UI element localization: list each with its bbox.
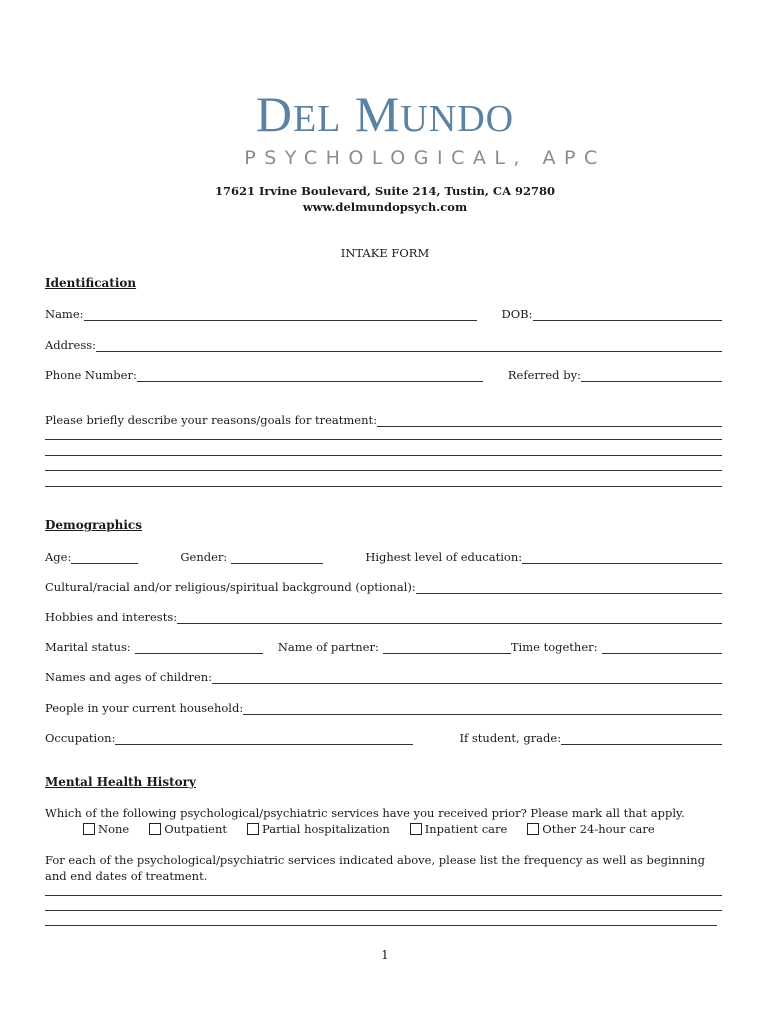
- logo-subtitle: PSYCHOLOGICAL, APC: [244, 147, 606, 169]
- children-row: [45, 668, 722, 684]
- reasons-line-2[interactable]: [45, 439, 722, 440]
- partner-field[interactable]: [383, 641, 511, 654]
- practice-website[interactable]: www.delmundopsych.com: [302, 200, 468, 214]
- checkbox-outpatient[interactable]: [149, 823, 161, 835]
- option-inpatient-care-label: Inpatient care: [424, 822, 508, 836]
- company-logo: [0, 88, 770, 169]
- services-checkbox-group: [83, 822, 675, 836]
- option-partial-hospitalization-label: Partial hospitalization: [262, 822, 390, 836]
- household-row: [45, 699, 722, 715]
- background-label: Cultural/racial and/or religious/spiritual background (optional):: [45, 580, 416, 594]
- marital-row: [45, 638, 722, 654]
- hobbies-label: Hobbies and interests:: [45, 610, 178, 624]
- option-none-label: None: [98, 822, 130, 836]
- name-dob-row: [45, 305, 722, 321]
- children-field[interactable]: [212, 671, 722, 684]
- occupation-label: Occupation:: [45, 731, 116, 745]
- children-label: Names and ages of children:: [45, 670, 213, 684]
- gender-field[interactable]: [231, 551, 323, 564]
- reasons-field[interactable]: [377, 414, 722, 427]
- option-inpatient-care[interactable]: [410, 822, 508, 836]
- checkbox-none[interactable]: [83, 823, 95, 835]
- phone-field[interactable]: [137, 369, 483, 382]
- household-label: People in your current household:: [45, 701, 244, 715]
- occupation-row: [45, 729, 722, 745]
- education-field[interactable]: [522, 551, 722, 564]
- referred-by-field[interactable]: [581, 369, 722, 382]
- reasons-line-4[interactable]: [45, 470, 722, 471]
- age-label: Age:: [45, 550, 72, 564]
- option-other-24-hour-care[interactable]: [527, 822, 654, 836]
- name-label: Name:: [45, 307, 84, 321]
- partner-label: Name of partner:: [277, 640, 379, 654]
- reasons-line-3[interactable]: [45, 455, 722, 456]
- demographics-heading: Demographics: [45, 518, 142, 532]
- checkbox-partial-hospitalization[interactable]: [247, 823, 259, 835]
- reasons-line-5[interactable]: [45, 486, 722, 487]
- together-field[interactable]: [602, 641, 723, 654]
- household-field[interactable]: [243, 702, 722, 715]
- marital-field[interactable]: [135, 641, 263, 654]
- form-title: INTAKE FORM: [340, 246, 430, 260]
- checkbox-other-24-hour-care[interactable]: [527, 823, 539, 835]
- gender-label: Gender:: [180, 550, 228, 564]
- option-none[interactable]: [83, 822, 129, 836]
- practice-address: 17621 Irvine Boulevard, Suite 214, Tustin, CA 92780: [214, 184, 555, 198]
- referred-by-label: Referred by:: [507, 368, 581, 382]
- marital-label: Marital status:: [45, 640, 131, 654]
- background-field[interactable]: [416, 581, 722, 594]
- page-number: 1: [381, 948, 389, 962]
- mental-health-heading: Mental Health History: [45, 775, 196, 789]
- together-label: Time together:: [510, 640, 598, 654]
- option-partial-hospitalization[interactable]: [247, 822, 390, 836]
- logo-wordmark: DEL MUNDO: [255, 86, 515, 142]
- frequency-line-1[interactable]: [45, 895, 722, 896]
- education-label: Highest level of education:: [365, 550, 523, 564]
- option-outpatient-label: Outpatient: [164, 822, 228, 836]
- name-field[interactable]: [84, 308, 477, 321]
- student-grade-label: If student, grade:: [459, 731, 562, 745]
- hobbies-row: [45, 608, 722, 624]
- frequency-line-3[interactable]: [45, 925, 717, 926]
- phone-referred-row: [45, 366, 722, 382]
- address-label: Address:: [45, 338, 97, 352]
- occupation-field[interactable]: [115, 732, 413, 745]
- phone-label: Phone Number:: [45, 368, 137, 382]
- age-field[interactable]: [71, 551, 138, 564]
- address-field[interactable]: [96, 339, 722, 352]
- frequency-instructions: For each of the psychological/psychiatric services indicated above, please list the frequency as well as beginning and end dates of treatment.: [45, 853, 705, 883]
- checkbox-inpatient-care[interactable]: [410, 823, 422, 835]
- reasons-row: [45, 411, 722, 427]
- services-question: Which of the following psychological/psychiatric services have you received prior? Please mark all that apply.: [45, 806, 685, 820]
- address-row: [45, 336, 722, 352]
- option-outpatient[interactable]: [149, 822, 227, 836]
- dob-label: DOB:: [501, 307, 533, 321]
- option-other-24-hour-care-label: Other 24-hour care: [542, 822, 655, 836]
- frequency-line-2[interactable]: [45, 910, 722, 911]
- reasons-label: Please briefly describe your reasons/goals for treatment:: [45, 413, 377, 427]
- identification-heading: Identification: [45, 276, 137, 290]
- age-gender-education-row: [45, 548, 722, 564]
- background-row: [45, 578, 722, 594]
- dob-field[interactable]: [533, 308, 723, 321]
- hobbies-field[interactable]: [177, 611, 722, 624]
- student-grade-field[interactable]: [561, 732, 722, 745]
